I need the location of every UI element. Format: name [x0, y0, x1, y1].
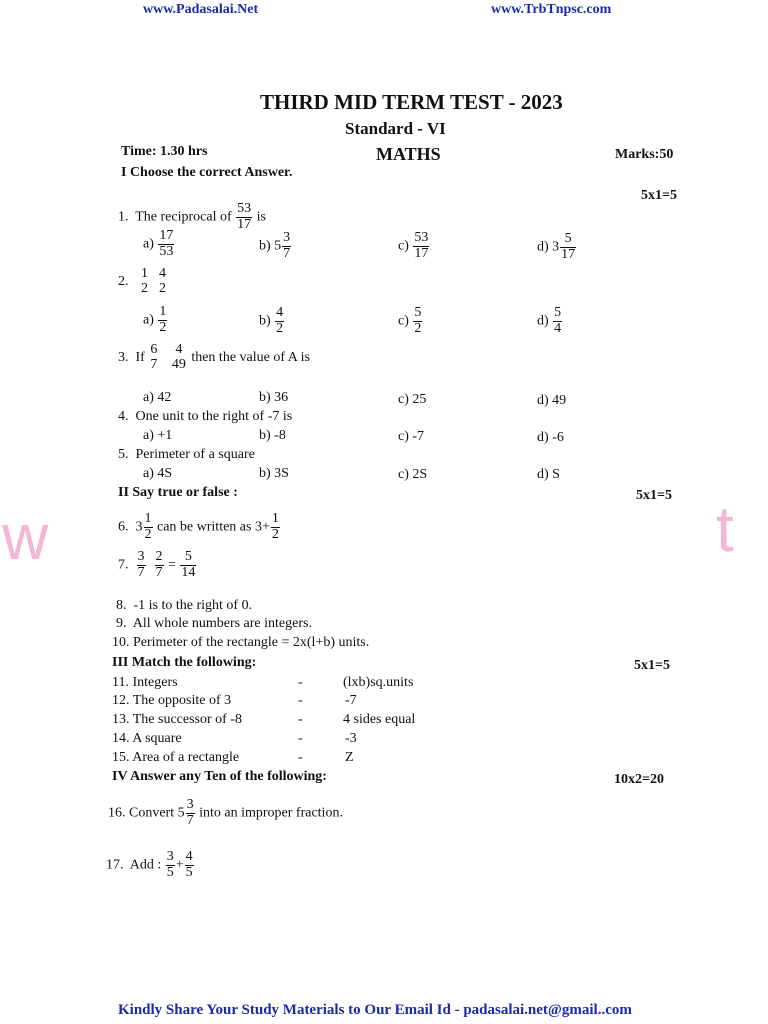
question-5: 5. Perimeter of a square — [118, 447, 255, 462]
page-title: THIRD MID TERM TEST - 2023 — [260, 90, 563, 114]
subject-label: MATHS — [376, 144, 441, 164]
time-label: Time: 1.30 hrs — [121, 144, 208, 159]
q1-option-c: c) $\frac{53}{17}$ — [398, 230, 429, 261]
section-2-marks: 5x1=5 — [636, 488, 672, 503]
q2-option-d: d) $\frac{5}{4}$ — [537, 305, 562, 336]
match-answer: (lxb)sq.units — [343, 675, 414, 690]
section-4-marks: 10x2=20 — [614, 772, 664, 787]
match-answer: Z — [345, 750, 354, 765]
match-answer: 4 sides equal — [343, 712, 416, 727]
match-answer: -7 — [345, 693, 357, 708]
match-row-14: 14. A square — [112, 731, 182, 746]
q4-option-a: a) +1 — [143, 428, 173, 443]
match-dash: - — [298, 731, 303, 746]
match-row-15: 15. Area of a rectangle — [112, 750, 240, 765]
q4-option-b: b) -8 — [259, 428, 286, 443]
watermark-left: w — [2, 501, 49, 573]
section-4-heading: IV Answer any Ten of the following: — [112, 769, 327, 784]
q1-option-b: b) 5 $\frac{3}{7}$ — [259, 230, 291, 261]
q3-option-c: c) 25 — [398, 392, 427, 407]
q4-option-c: c) -7 — [398, 429, 425, 444]
question-10: 10. Perimeter of the rectangle = 2x(l+b) units. — [112, 635, 370, 650]
match-row-11: 11. Integers — [112, 675, 178, 690]
q5-option-b: b) 3S — [259, 466, 289, 481]
marks-label: Marks:50 — [615, 147, 674, 162]
match-row-12: 12. The opposite of 3 — [112, 693, 232, 708]
match-answer: -3 — [345, 731, 357, 746]
fraction: $\frac{53}{17}$ — [237, 201, 252, 232]
watermark-right: t — [716, 493, 734, 565]
section-3-heading: III Match the following: — [112, 655, 257, 670]
question-3: 3. If 6 7 4 49 then the value of A is — [118, 342, 310, 372]
question-16: 16. Convert 5 $\frac{3}{7}$ into an improper fraction. — [108, 797, 343, 828]
footer-share-note: Kindly Share Your Study Materials to Our Email Id - padasalai.net@gmail..com — [118, 1002, 632, 1018]
question-6: 6. 3 $\frac{1}{2}$ can be written as 3+ $\frac{1}{2}$ — [118, 511, 279, 542]
section-1-heading: I Choose the correct Answer. — [121, 165, 293, 180]
question-4: 4. One unit to the right of -7 is — [118, 409, 293, 424]
question-8: 8. -1 is to the right of 0. — [116, 598, 253, 613]
q2-option-a: a) $\frac{1}{2}$ — [143, 304, 167, 335]
match-dash: - — [298, 675, 303, 690]
question-1 — [118, 202, 266, 232]
q1-option-a: a) $\frac{17}{53}$ — [143, 228, 174, 259]
section-3-marks: 5x1=5 — [634, 658, 670, 673]
match-dash: - — [298, 693, 303, 708]
q-number: 2. — [118, 273, 129, 289]
q-text-post: is — [256, 209, 266, 225]
q5-option-c: c) 2S — [398, 467, 428, 482]
section-2-heading: II Say true or false : — [118, 485, 238, 500]
question-17: 17. Add : $\frac{3}{5}$ + $\frac{4}{5}$ — [106, 849, 193, 880]
q4-option-d: d) -6 — [537, 430, 564, 445]
q3-option-a: a) 42 — [143, 390, 172, 405]
question-9: 9. All whole numbers are integers. — [116, 616, 312, 631]
section-1-marks: 5x1=5 — [641, 188, 677, 203]
q-text: The reciprocal of — [135, 209, 232, 225]
q-number: 1. — [118, 209, 129, 225]
standard-label: Standard - VI — [345, 119, 446, 138]
q5-option-a: a) 4S — [143, 466, 173, 481]
q3-option-d: d) 49 — [537, 393, 567, 408]
q3-option-b: b) 36 — [259, 390, 289, 405]
header-link-padasalai[interactable]: www.Padasalai.Net — [143, 2, 259, 17]
match-dash: - — [298, 750, 303, 765]
question-2: 2. 1 2 4 2 — [118, 266, 166, 296]
match-row-13: 13. The successor of -8 — [112, 712, 242, 727]
q5-option-d: d) S — [537, 467, 560, 482]
q2-option-b: b) $\frac{4}{2}$ — [259, 305, 284, 336]
match-dash: - — [298, 712, 303, 727]
q2-option-c: c) $\frac{5}{2}$ — [398, 305, 422, 336]
question-7: 7. $\frac{3}{7}$ $\frac{2}{7}$ = $\frac{5}{14}$ — [118, 549, 196, 580]
header-link-trbtnpsc[interactable]: www.TrbTnpsc.com — [491, 2, 612, 17]
q1-option-d: d) 3 $\frac{5}{17}$ — [537, 231, 576, 262]
q-number: 3. — [118, 349, 129, 365]
